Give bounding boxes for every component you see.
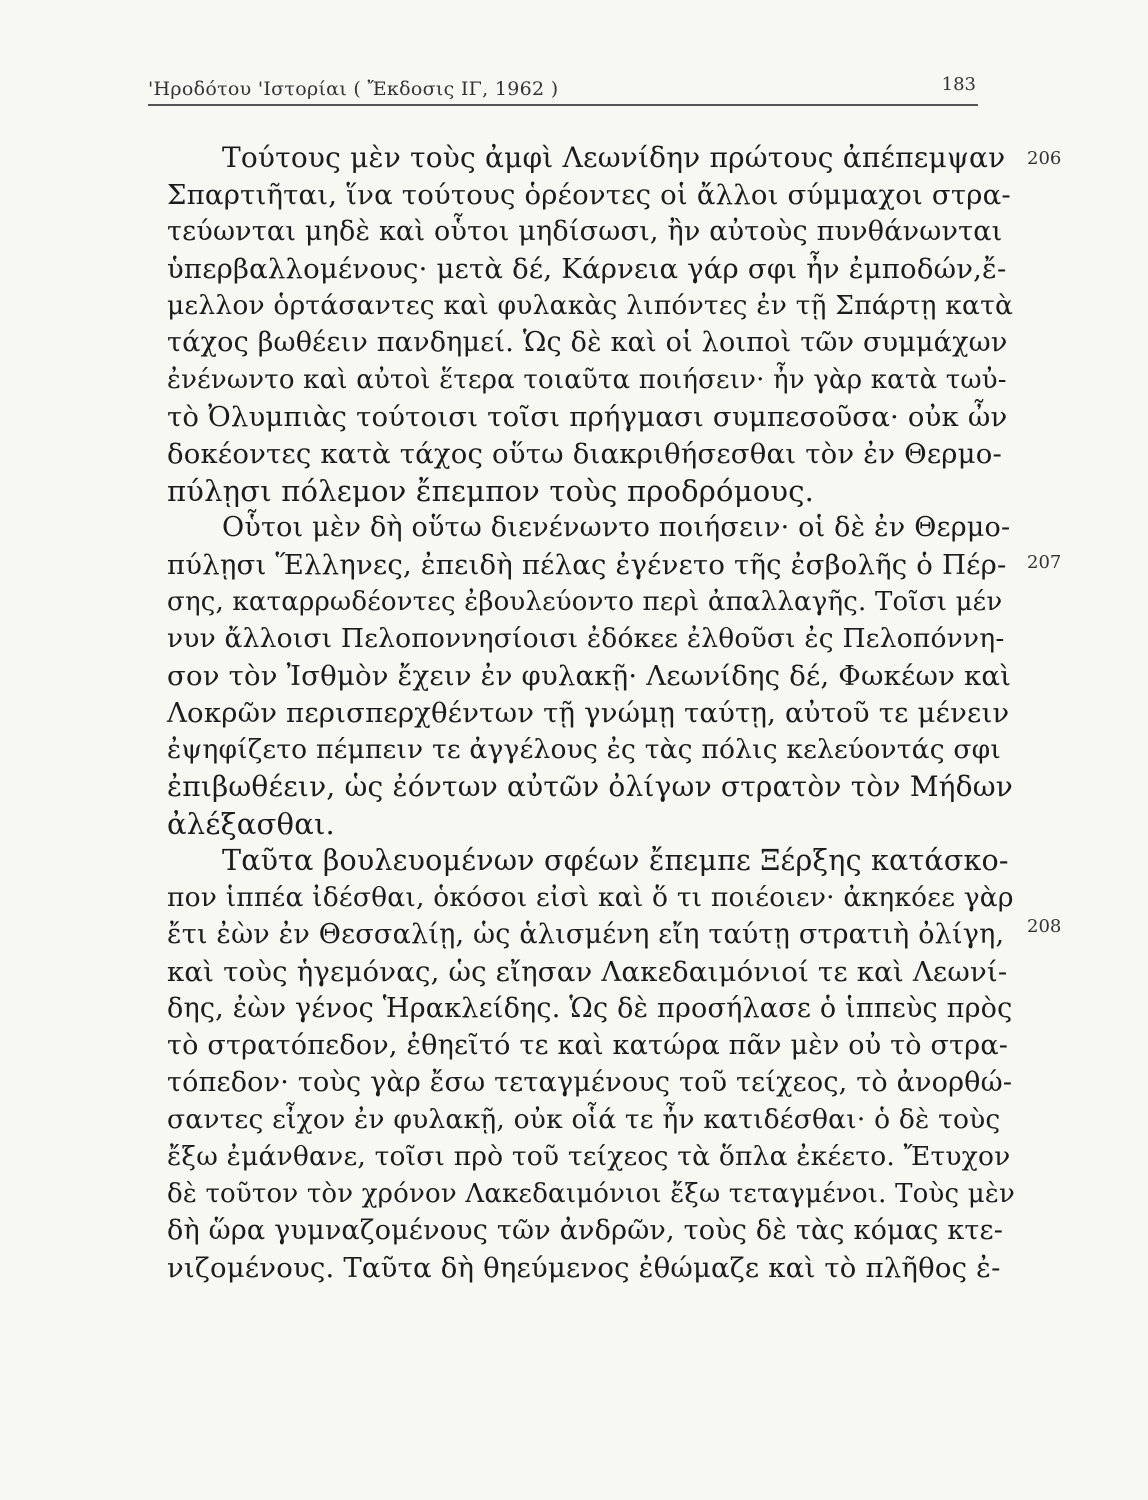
text-line: Οὗτοι μὲν δὴ οὕτω διενένωντο ποιήσειν· οἱ δὲ ἐν Θερμο- xyxy=(222,512,1011,543)
text-line: τόπεδον· τοὺς γὰρ ἔσω τεταγμένους τοῦ τείχεος, τὸ ἀνορθώ- xyxy=(167,1067,1013,1098)
header-title: 'Ηροδότου 'Ιστορίαι ( Ἔκδοσις ΙΓ, 1962 ) xyxy=(148,78,559,100)
text-line: ἐπιβωθέειν, ὡς ἐόντων αὐτῶν ὀλίγων στρατὸν τὸν Μήδων xyxy=(167,770,1013,803)
text-line: πύλῃσι πόλεμον ἔπεμπον τοὺς προδρόμους. xyxy=(167,474,815,508)
text-line: μελλον ὁρτάσαντες καὶ φυλακὰς λιπόντες ἐν τῇ Σπάρτῃ κατὰ xyxy=(167,290,1014,321)
chapter-number: 206 xyxy=(1027,148,1062,169)
text-line: πύλῃσι Ἕλληνες, ἐπειδὴ πέλας ἐγένετο τῆς ἐσβολῆς ὁ Πέρ- xyxy=(167,549,1007,581)
text-line: ὑπερβαλλομένους· μετὰ δέ, Κάρνεια γάρ σφι ἦν ἐμποδών,ἔ- xyxy=(167,253,1007,285)
text-line: σον τὸν Ἰσθμὸν ἔχειν ἐν φυλακῇ· Λεωνίδης δέ, Φωκέων καὶ xyxy=(167,660,1012,692)
text-line: ἐνένωντο καὶ αὐτοὶ ἕτερα τοιαῦτα ποιήσειν· ἦν γὰρ κατὰ τωὐ- xyxy=(167,365,1007,395)
text-line: δὴ ὥρα γυμναζομένους τῶν ἀνδρῶν, τοὺς δὲ τὰς κόμας κτε- xyxy=(167,1215,1004,1246)
text-line: πον ἱππέα ἰδέσθαι, ὁκόσοι εἰσὶ καὶ ὅ τι ποιέοιεν· ἀκηκόεε γὰρ xyxy=(167,882,1014,913)
page-number: 183 xyxy=(941,74,976,95)
text-line: Τούτους μὲν τοὺς ἀμφὶ Λεωνίδην πρώτους ἀπέπεμψαν xyxy=(222,141,1006,174)
text-line: Λοκρῶν περισπερχθέντων τῇ γνώμῃ ταύτῃ, αὐτοῦ τε μένειν xyxy=(167,697,1010,729)
header-rule xyxy=(148,104,978,106)
text-line: ἐψηφίζετο πέμπειν τε ἀγγέλους ἐς τὰς πόλις κελεύοντάς σφι xyxy=(167,734,1001,765)
text-line: τεύωνται μηδὲ καὶ οὗτοι μηδίσωσι, ἢν αὐτοὺς πυνθάνωνται xyxy=(167,216,1003,247)
chapter-number: 207 xyxy=(1027,552,1062,573)
text-line: καὶ τοὺς ἡγεμόνας, ὡς εἴησαν Λακεδαιμόνιοί τε καὶ Λεωνί- xyxy=(167,956,1008,988)
text-line: τὸ στρατόπεδον, ἐθηεῖτό τε καὶ κατώρα πᾶν μὲν οὐ τὸ στρα- xyxy=(167,1030,1009,1061)
text-line: νυν ἄλλοισι Πελοποννησίοισι ἐδόκεε ἐλθοῦσι ἐς Πελοπόννη- xyxy=(167,623,1005,654)
text-line: δης, ἐὼν γένος Ἡρακλείδης. Ὡς δὲ προσήλασε ὁ ἱππεὺς πρὸς xyxy=(167,993,1013,1024)
text-line: νιζομένους. Ταῦτα δὴ θηεύμενος ἐθώμαζε καὶ τὸ πλῆθος ἐ- xyxy=(167,1252,1001,1284)
running-header xyxy=(148,72,976,106)
text-line: Σπαρτιῆται, ἵνα τούτους ὁρέοντες οἱ ἄλλοι σύμμαχοι στρα- xyxy=(167,179,1011,211)
text-line: δὲ τοῦτον τὸν χρόνον Λακεδαιμόνιοι ἔξω τεταγμένοι. Τοὺς μὲν xyxy=(167,1179,1015,1209)
text-line: τὸ Ὀλυμπιὰς τούτοισι τοῖσι πρήγμασι συμπεσοῦσα· οὐκ ὦν xyxy=(167,401,1008,433)
chapter-number: 208 xyxy=(1027,916,1062,937)
text-line: σαντες εἶχον ἐν φυλακῇ, οὐκ οἷά τε ἦν κατιδέσθαι· ὁ δὲ τοὺς xyxy=(167,1104,1001,1135)
text-line: σης, καταρρωδέοντες ἐβουλεύοντο περὶ ἀπαλλαγῆς. Τοῖσι μέν xyxy=(167,587,1003,617)
text-line: ἀλέξασθαι. xyxy=(167,807,335,841)
text-line: Ταῦτα βουλευομένων σφέων ἔπεμπε Ξέρξης κατάσκο- xyxy=(222,844,1009,877)
text-line: ἔτι ἐὼν ἐν Θεσσαλίῃ, ὡς ἁλισμένη εἴη ταύτῃ στρατιὴ ὀλίγη, xyxy=(167,919,1005,950)
text-line: ἔξω ἐμάνθανε, τοῖσι πρὸ τοῦ τείχεος τὰ ὅπλα ἐκέετο. Ἔτυχον xyxy=(167,1141,1011,1172)
text-line: τάχος βωθέειν πανδημεί. Ὡς δὲ καὶ οἱ λοιποὶ τῶν συμμάχων xyxy=(167,327,1008,358)
text-line: δοκέοντες κατὰ τάχος οὕτω διακριθήσεσθαι τὸν ἐν Θερμο- xyxy=(167,438,1002,470)
